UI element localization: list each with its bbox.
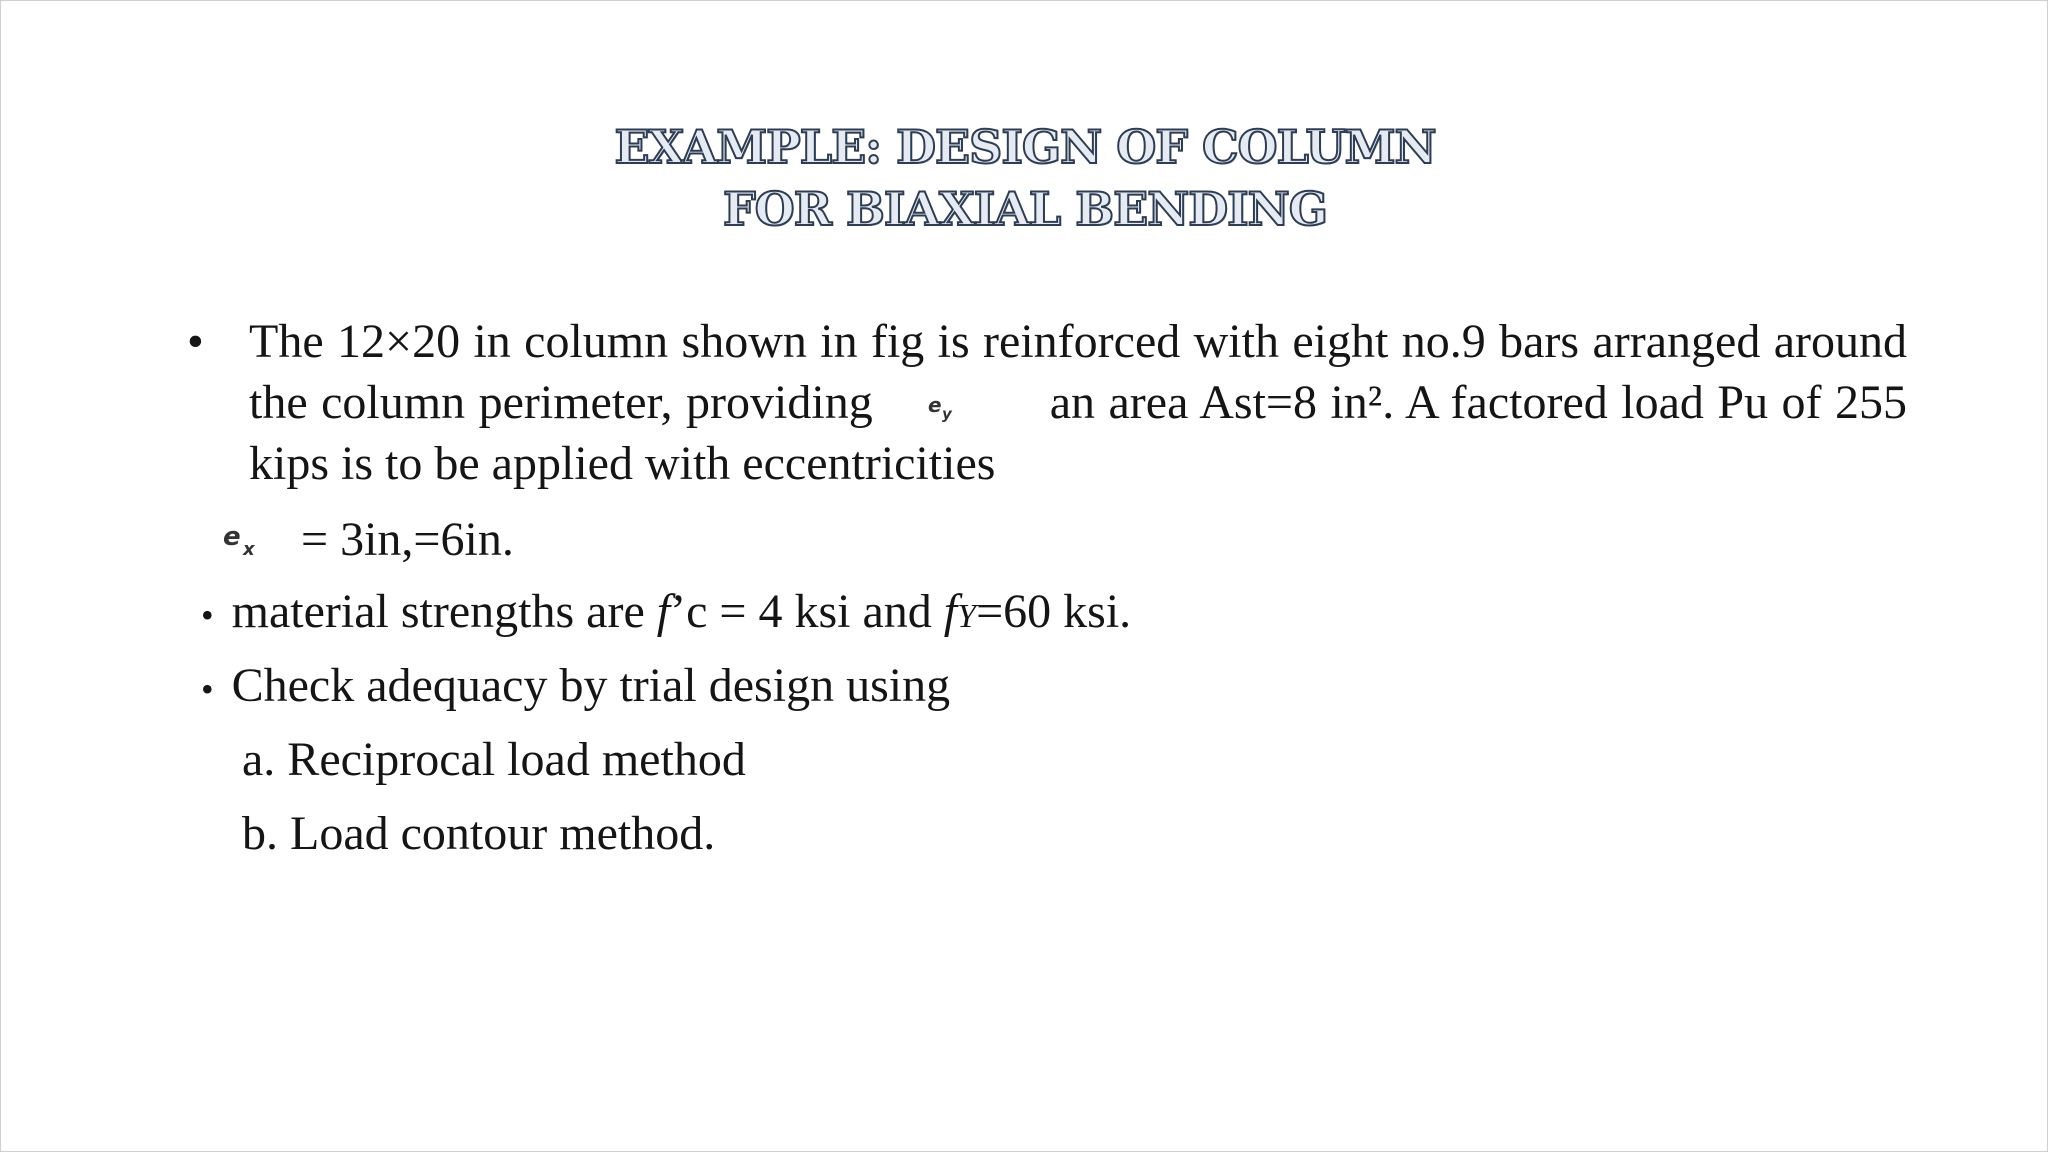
bullet-2-post: =60 ksi. bbox=[976, 585, 1132, 638]
bullet-2-fy-subscript: Y bbox=[957, 598, 977, 635]
bullet-2-fy-symbol: f bbox=[943, 585, 958, 638]
svg-text:e: e bbox=[928, 392, 942, 417]
bullet-1-text-part2: an area Ast=8 in². A factored load Pu of 255 kips is to be applied with eccentricities bbox=[249, 376, 1908, 490]
bullet-item-3 bbox=[201, 655, 950, 720]
eccentricity-values: = 3in,=6in. bbox=[301, 513, 514, 566]
bullet-3-text: Check adequacy by trial design using bbox=[231, 659, 951, 712]
bullet-2-fc-symbol: f bbox=[656, 585, 671, 638]
bullet-marker: • bbox=[201, 595, 214, 636]
method-b: b. Load contour method. bbox=[242, 807, 716, 860]
bullet-1-text-part1: The 12×20 in column shown in fig is reinforced with eight no.9 bars arranged around the column perimeter, providing bbox=[249, 315, 1907, 429]
ey-symbol-icon bbox=[926, 392, 986, 422]
title-line-2: FOR BIAXIAL BENDING bbox=[722, 182, 1328, 236]
title-line-1: EXAMPLE: DESIGN OF COLUMN bbox=[614, 120, 1436, 174]
svg-text:e: e bbox=[223, 522, 241, 552]
method-a: a. Reciprocal load method bbox=[242, 733, 746, 786]
slide-title bbox=[1, 116, 2048, 240]
svg-text:x: x bbox=[243, 539, 255, 559]
bullet-2-fc-rest: ’c = 4 ksi and bbox=[670, 585, 944, 638]
bullet-item-2 bbox=[201, 581, 1131, 647]
bullet-1-text bbox=[249, 311, 1907, 494]
bullet-2-pre: material strengths are bbox=[231, 585, 657, 638]
svg-text:y: y bbox=[942, 404, 952, 422]
bullet-marker: • bbox=[187, 315, 204, 368]
bullet-marker: • bbox=[201, 669, 214, 710]
ex-symbol-icon bbox=[221, 521, 293, 559]
